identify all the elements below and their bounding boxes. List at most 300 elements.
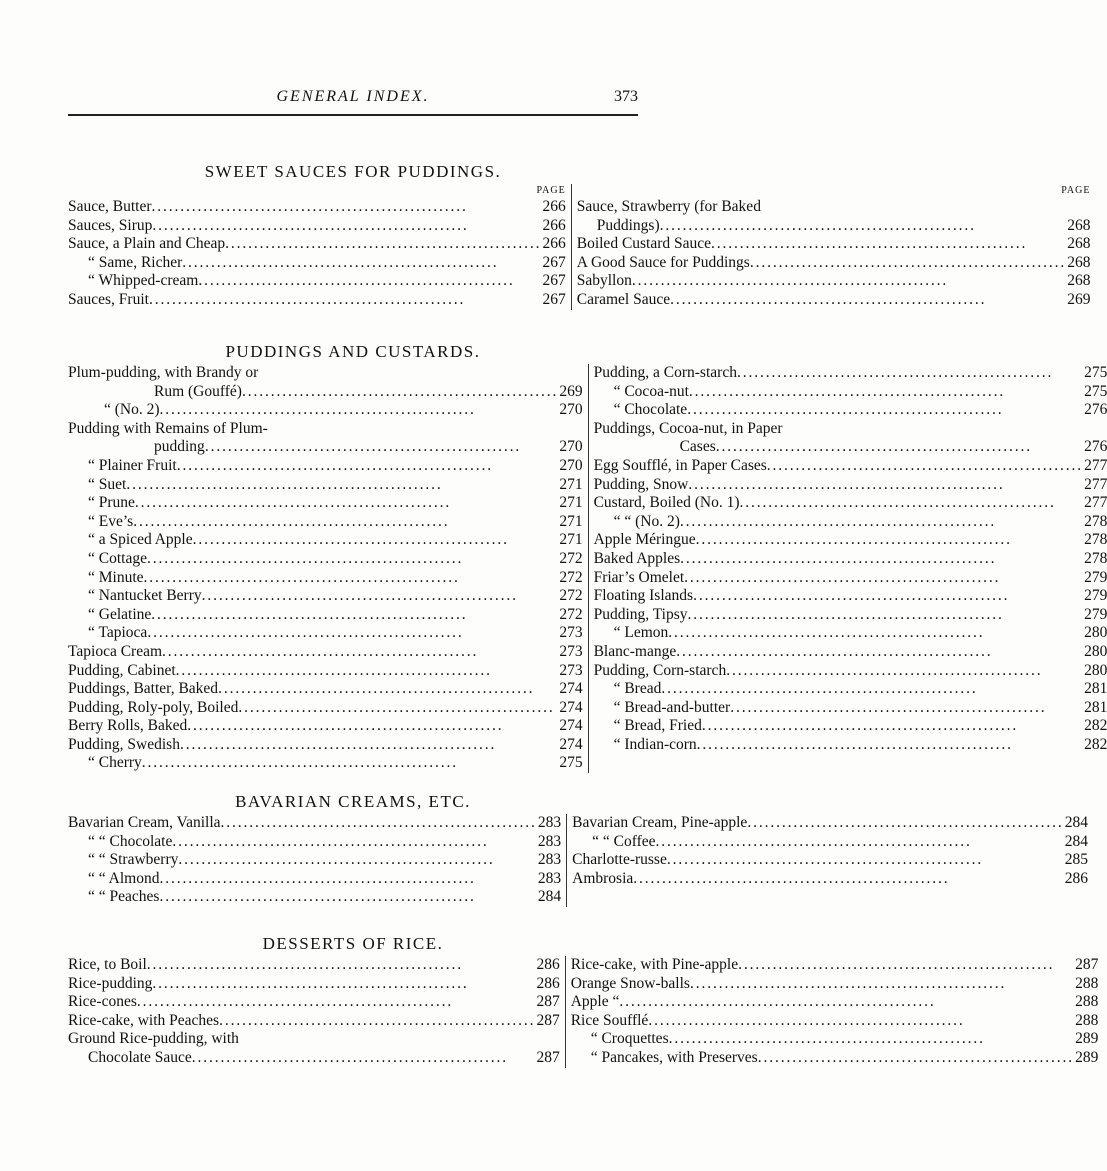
entry-text: “ “ Almond bbox=[88, 869, 160, 887]
index-entry bbox=[594, 364, 1107, 383]
entry-text: “ Tapioca bbox=[88, 624, 148, 642]
entry-text: Cases bbox=[679, 438, 716, 456]
index-entry bbox=[68, 438, 583, 457]
index-columns bbox=[68, 956, 1099, 1068]
index-column-right bbox=[572, 184, 1091, 310]
entry-text: Pudding, a Corn-starch bbox=[593, 364, 737, 381]
dot-leader bbox=[632, 272, 1063, 291]
entry-text: Floating Islands bbox=[593, 587, 694, 605]
entry-page: 275 bbox=[1084, 382, 1107, 400]
index-entry bbox=[577, 254, 1091, 273]
entry-text: Custard, Boiled (No. 1) bbox=[593, 494, 740, 512]
entry-page: 284 bbox=[1064, 832, 1088, 850]
index-column-left bbox=[68, 956, 566, 1068]
index-entry bbox=[68, 851, 561, 870]
index-entry bbox=[572, 833, 1088, 852]
entry-text: Egg Soufflé, in Paper Cases bbox=[593, 456, 767, 474]
index-entry bbox=[68, 569, 583, 588]
entry-page: 279 bbox=[1084, 587, 1107, 605]
dot-leader bbox=[242, 383, 555, 402]
index-entry bbox=[571, 1049, 1099, 1068]
index-entry bbox=[68, 754, 583, 773]
dot-leader bbox=[670, 291, 1063, 310]
dot-leader bbox=[688, 606, 1081, 625]
index-entry bbox=[594, 494, 1107, 513]
entry-page: 278 bbox=[1084, 512, 1107, 530]
index-entry bbox=[594, 587, 1107, 606]
dot-leader bbox=[159, 888, 533, 907]
dot-leader bbox=[730, 699, 1080, 718]
entry-text: “ Pancakes, with Preserves bbox=[590, 1048, 758, 1066]
index-entry bbox=[68, 888, 561, 907]
dot-leader bbox=[738, 956, 1071, 975]
entry-text: “ Plainer Fruit bbox=[88, 456, 177, 474]
dot-leader bbox=[202, 587, 556, 606]
dot-leader bbox=[147, 624, 555, 643]
index-entry bbox=[68, 624, 583, 643]
entry-page: 268 bbox=[1067, 253, 1091, 271]
entry-text: Sauces, Fruit bbox=[68, 290, 149, 308]
index-entry bbox=[68, 217, 566, 236]
index-columns bbox=[68, 814, 1088, 907]
entry-page: 272 bbox=[559, 549, 583, 567]
entry-text: Sauce, a Plain and Cheap bbox=[68, 235, 226, 253]
dot-leader bbox=[149, 291, 539, 310]
entry-page: 269 bbox=[559, 382, 583, 400]
entry-page: 288 bbox=[1075, 1011, 1099, 1029]
index-entry bbox=[571, 956, 1099, 975]
entry-page: 271 bbox=[559, 512, 583, 530]
dot-leader bbox=[633, 870, 1060, 889]
dot-leader bbox=[152, 198, 539, 217]
dot-leader bbox=[187, 717, 555, 736]
index-entry bbox=[68, 457, 583, 476]
entry-text: Sauce, Butter bbox=[68, 198, 152, 215]
entry-text: Orange Snow-balls bbox=[570, 974, 690, 992]
index-entry bbox=[68, 476, 583, 495]
dot-leader bbox=[726, 662, 1080, 681]
entry-page: 270 bbox=[559, 438, 583, 456]
entry-page: 287 bbox=[536, 1048, 560, 1066]
entry-page: 288 bbox=[1075, 974, 1099, 992]
entry-page: 271 bbox=[559, 475, 583, 493]
entry-page: 287 bbox=[1075, 956, 1099, 973]
entry-page: 283 bbox=[537, 832, 562, 850]
index-entry bbox=[594, 457, 1107, 476]
index-entry bbox=[577, 272, 1091, 291]
entry-text: “ “ (No. 2) bbox=[613, 512, 680, 530]
entry-page: 284 bbox=[1064, 814, 1088, 831]
index-entry bbox=[68, 420, 583, 439]
dot-leader bbox=[661, 680, 1080, 699]
entry-text: “ “ Coffee bbox=[592, 832, 656, 850]
entry-page: 273 bbox=[559, 642, 583, 660]
index-entry bbox=[68, 1049, 560, 1068]
entry-text: “ Same, Richer bbox=[88, 253, 183, 271]
index-entry bbox=[571, 1030, 1099, 1049]
index-entry bbox=[577, 235, 1091, 254]
entry-text: Caramel Sauce bbox=[576, 290, 671, 308]
index-entry bbox=[594, 531, 1107, 550]
section-title: DESSERTS OF RICE. bbox=[262, 934, 444, 953]
dot-leader bbox=[737, 364, 1080, 383]
section-bavarian-creams bbox=[68, 790, 1088, 907]
running-head bbox=[68, 84, 638, 116]
dot-leader bbox=[690, 975, 1071, 994]
index-entry bbox=[594, 383, 1107, 402]
dot-leader bbox=[716, 438, 1080, 457]
dot-leader bbox=[684, 569, 1080, 588]
index-entry bbox=[68, 699, 583, 718]
dot-leader bbox=[676, 643, 1080, 662]
index-entry bbox=[572, 851, 1088, 870]
index-entry bbox=[68, 975, 560, 994]
dot-leader bbox=[758, 1049, 1071, 1068]
index-entry bbox=[571, 975, 1099, 994]
entry-page: 282 bbox=[1084, 717, 1107, 735]
dot-leader bbox=[219, 1012, 532, 1031]
index-column-left bbox=[68, 364, 589, 773]
entry-text: “ Lemon bbox=[613, 624, 669, 642]
entry-page: 286 bbox=[536, 956, 560, 973]
section-sweet-sauces bbox=[68, 160, 1091, 310]
section-puddings-custards bbox=[68, 340, 1107, 773]
entry-page: 283 bbox=[537, 814, 562, 831]
entry-page: 282 bbox=[1084, 735, 1107, 753]
index-entry bbox=[68, 717, 583, 736]
entry-text: Rice-cake, with Peaches bbox=[68, 1011, 220, 1029]
dot-leader bbox=[172, 833, 534, 852]
entry-page: 268 bbox=[1067, 235, 1091, 253]
entry-page: 284 bbox=[537, 888, 562, 906]
dot-leader bbox=[147, 550, 555, 569]
dot-leader bbox=[180, 736, 555, 755]
entry-page: 287 bbox=[536, 993, 560, 1011]
dot-leader bbox=[182, 254, 538, 273]
entry-page: 277 bbox=[1084, 494, 1107, 512]
entry-page: 277 bbox=[1084, 475, 1107, 493]
dot-leader bbox=[656, 833, 1061, 852]
index-entry bbox=[68, 956, 560, 975]
entry-text: Sabyllon bbox=[576, 272, 632, 290]
index-column-left bbox=[68, 184, 572, 310]
index-entry bbox=[594, 717, 1107, 736]
dot-leader bbox=[193, 531, 556, 550]
index-entry bbox=[594, 569, 1107, 588]
entry-text: Rice-pudding bbox=[68, 974, 153, 992]
entry-page: 276 bbox=[1084, 438, 1107, 456]
dot-leader bbox=[648, 1012, 1071, 1031]
dot-leader bbox=[750, 254, 1063, 273]
dot-leader bbox=[126, 476, 555, 495]
entry-text: Sauces, Sirup bbox=[68, 216, 153, 234]
entry-text: Bavarian Cream, Vanilla bbox=[68, 814, 221, 831]
dot-leader bbox=[238, 699, 555, 718]
entry-page: 281 bbox=[1084, 680, 1107, 698]
entry-text: Pudding, Corn-starch bbox=[593, 661, 727, 679]
index-entry bbox=[594, 513, 1107, 532]
index-entry bbox=[594, 476, 1107, 495]
index-entry bbox=[68, 833, 561, 852]
dot-leader bbox=[619, 993, 1071, 1012]
index-entry bbox=[68, 364, 583, 383]
index-entry bbox=[572, 870, 1088, 889]
entry-page: 272 bbox=[559, 587, 583, 605]
entry-text: “ “ Peaches bbox=[88, 888, 160, 906]
dot-leader bbox=[660, 217, 1064, 236]
entry-text: Berry Rolls, Baked bbox=[68, 717, 188, 735]
index-entry bbox=[68, 235, 566, 254]
entry-text: “ Indian-corn bbox=[613, 735, 697, 753]
dot-leader bbox=[767, 457, 1080, 476]
entry-page: 273 bbox=[559, 624, 583, 642]
section-title: PUDDINGS AND CUSTARDS. bbox=[225, 342, 481, 361]
entry-page: 274 bbox=[559, 698, 583, 716]
entry-text: “ Cherry bbox=[88, 754, 142, 772]
entry-page: 280 bbox=[1084, 661, 1107, 679]
entry-page: 266 bbox=[542, 198, 566, 215]
index-columns bbox=[68, 184, 1091, 310]
entry-page: 275 bbox=[559, 754, 583, 772]
entry-text: Apple “ bbox=[570, 993, 620, 1011]
index-entry bbox=[577, 217, 1091, 236]
entry-text: “ Bread bbox=[613, 680, 662, 698]
entry-text: Rice-cones bbox=[68, 993, 137, 1011]
dot-leader bbox=[702, 717, 1080, 736]
dot-leader bbox=[221, 814, 534, 833]
dot-leader bbox=[205, 438, 556, 457]
entry-text: “ Eve’s bbox=[88, 512, 134, 530]
entry-text: Charlotte-russe bbox=[572, 851, 667, 869]
entry-text: “ Chocolate bbox=[613, 401, 688, 419]
entry-page: 277 bbox=[1084, 456, 1107, 474]
dot-leader bbox=[177, 457, 556, 476]
dot-leader bbox=[162, 643, 555, 662]
dot-leader bbox=[697, 736, 1081, 755]
entry-text: Rice-cake, with Pine-apple bbox=[570, 956, 739, 973]
entry-page: 274 bbox=[559, 717, 583, 735]
entry-text: “ Whipped-cream bbox=[88, 272, 199, 290]
entry-text: Rice Soufflé bbox=[570, 1011, 649, 1029]
entry-page: 274 bbox=[559, 735, 583, 753]
entry-text: Ground Rice-pudding, with bbox=[68, 1030, 239, 1048]
page-column-header: PAGE bbox=[536, 185, 566, 196]
dot-leader bbox=[176, 662, 556, 681]
index-entry bbox=[571, 1012, 1099, 1031]
index-entry bbox=[68, 494, 583, 513]
entry-text: Puddings, Cocoa-nut, in Paper bbox=[593, 419, 783, 437]
entry-page: 280 bbox=[1084, 624, 1107, 642]
entry-text: Puddings, Batter, Baked bbox=[68, 680, 219, 698]
entry-text: Tapioca Cream bbox=[68, 642, 163, 660]
entry-page: 283 bbox=[537, 869, 562, 887]
dot-leader bbox=[693, 587, 1080, 606]
entry-page: 273 bbox=[559, 661, 583, 679]
index-entry bbox=[68, 401, 583, 420]
dot-leader bbox=[192, 1049, 533, 1068]
index-entry bbox=[594, 736, 1107, 755]
dot-leader bbox=[144, 569, 556, 588]
entry-text: Blanc-mange bbox=[593, 642, 677, 660]
index-entry bbox=[68, 531, 583, 550]
entry-page: 278 bbox=[1084, 531, 1107, 549]
entry-page: 283 bbox=[537, 851, 562, 869]
section-title: SWEET SAUCES FOR PUDDINGS. bbox=[204, 162, 502, 181]
entry-page: 289 bbox=[1075, 1030, 1099, 1048]
index-entry bbox=[594, 401, 1107, 420]
entry-page: 269 bbox=[1067, 290, 1091, 308]
entry-text: “ “ Chocolate bbox=[88, 832, 173, 850]
entry-page: 286 bbox=[1064, 869, 1088, 887]
index-entry bbox=[68, 993, 560, 1012]
entry-text: “ Suet bbox=[88, 475, 127, 493]
entry-text: Baked Apples bbox=[593, 549, 681, 567]
entry-text: Bavarian Cream, Pine-apple bbox=[572, 814, 748, 831]
index-entry bbox=[68, 254, 566, 273]
index-entry bbox=[577, 198, 1091, 217]
entry-text: Rum (Gouffé) bbox=[154, 382, 242, 400]
entry-text: Boiled Custard Sauce bbox=[576, 235, 712, 253]
index-entry bbox=[68, 272, 566, 291]
index-entry bbox=[68, 291, 566, 310]
entry-text: Puddings) bbox=[596, 216, 660, 234]
entry-text: “ Gelatine bbox=[88, 605, 152, 623]
entry-text: “ Cottage bbox=[88, 549, 147, 567]
index-column-right bbox=[567, 814, 1088, 907]
entry-page: 287 bbox=[536, 1011, 560, 1029]
entry-text: “ Cocoa-nut bbox=[613, 382, 689, 400]
index-entry bbox=[594, 606, 1107, 625]
entry-text: Pudding, Tipsy bbox=[593, 605, 688, 623]
dot-leader bbox=[740, 494, 1081, 513]
entry-page: 279 bbox=[1084, 568, 1107, 586]
index-entry bbox=[594, 624, 1107, 643]
entry-text: “ Croquettes bbox=[590, 1030, 669, 1048]
entry-page: 270 bbox=[559, 456, 583, 474]
entry-text: Ambrosia bbox=[572, 869, 634, 887]
dot-leader bbox=[178, 851, 534, 870]
running-head-title: GENERAL INDEX. bbox=[276, 88, 430, 105]
entry-page: 278 bbox=[1084, 549, 1107, 567]
entry-text: Apple Méringue bbox=[593, 531, 696, 549]
index-entry bbox=[68, 383, 583, 402]
index-entry bbox=[68, 814, 561, 833]
index-entry bbox=[68, 1012, 560, 1031]
entry-page: 268 bbox=[1067, 272, 1091, 290]
entry-page: 272 bbox=[559, 568, 583, 586]
index-columns bbox=[68, 364, 1107, 773]
dot-leader bbox=[151, 606, 555, 625]
index-entry bbox=[594, 643, 1107, 662]
section-desserts-of-rice bbox=[68, 932, 1099, 1068]
index-entry bbox=[68, 198, 566, 217]
dot-leader bbox=[152, 217, 538, 236]
entry-page: 280 bbox=[1084, 642, 1107, 660]
dot-leader bbox=[135, 494, 555, 513]
entry-page: 285 bbox=[1064, 851, 1088, 869]
index-entry bbox=[68, 643, 583, 662]
entry-text: “ Bread, Fried bbox=[613, 717, 702, 735]
entry-text: A Good Sauce for Puddings bbox=[576, 253, 750, 271]
section-title: BAVARIAN CREAMS, ETC. bbox=[235, 792, 471, 811]
dot-leader bbox=[142, 754, 556, 773]
page-column-header: PAGE bbox=[1061, 185, 1091, 196]
entry-text: “ Bread-and-butter bbox=[613, 698, 731, 716]
index-entry bbox=[594, 699, 1107, 718]
index-entry bbox=[594, 550, 1107, 569]
entry-text: Rice, to Boil bbox=[68, 956, 147, 973]
entry-text: “ (No. 2) bbox=[104, 401, 160, 419]
entry-page: 276 bbox=[1084, 401, 1107, 419]
index-entry bbox=[68, 736, 583, 755]
entry-page: 279 bbox=[1084, 605, 1107, 623]
entry-text: “ Prune bbox=[88, 494, 135, 512]
dot-leader bbox=[225, 235, 538, 254]
entry-page: 267 bbox=[542, 290, 566, 308]
entry-page: 281 bbox=[1084, 698, 1107, 716]
entry-page: 266 bbox=[542, 216, 566, 234]
dot-leader bbox=[747, 814, 1060, 833]
dot-leader bbox=[669, 1030, 1071, 1049]
entry-text: Sauce, Strawberry (for Baked bbox=[576, 198, 761, 215]
page-number: 373 bbox=[614, 88, 638, 105]
entry-text: Friar’s Omelet bbox=[593, 568, 685, 586]
index-entry bbox=[594, 438, 1107, 457]
dot-leader bbox=[687, 401, 1080, 420]
entry-text: Chocolate Sauce bbox=[88, 1048, 192, 1066]
index-entry bbox=[68, 1030, 560, 1049]
dot-leader bbox=[688, 476, 1080, 495]
dot-leader bbox=[668, 624, 1080, 643]
entry-text: “ Nantucket Berry bbox=[88, 587, 202, 605]
index-entry bbox=[68, 550, 583, 569]
entry-text: “ “ Strawberry bbox=[88, 851, 179, 869]
entry-page: 289 bbox=[1075, 1048, 1099, 1066]
index-entry bbox=[577, 291, 1091, 310]
index-entry bbox=[594, 680, 1107, 699]
index-entry bbox=[571, 993, 1099, 1012]
entry-page: 267 bbox=[542, 272, 566, 290]
entry-page: 272 bbox=[559, 605, 583, 623]
dot-leader bbox=[667, 851, 1061, 870]
index-entry bbox=[68, 680, 583, 699]
dot-leader bbox=[218, 680, 555, 699]
index-entry bbox=[68, 606, 583, 625]
entry-page: 270 bbox=[559, 401, 583, 419]
index-entry bbox=[68, 870, 561, 889]
dot-leader bbox=[159, 870, 533, 889]
entry-page: 267 bbox=[542, 253, 566, 271]
index-entry bbox=[68, 587, 583, 606]
entry-text: Pudding, Snow bbox=[593, 475, 689, 493]
index-entry bbox=[594, 662, 1107, 681]
dot-leader bbox=[133, 513, 555, 532]
index-column-left bbox=[68, 814, 567, 907]
dot-leader bbox=[147, 956, 533, 975]
entry-page: 275 bbox=[1084, 364, 1107, 381]
entry-text: “ Minute bbox=[88, 568, 144, 586]
dot-leader bbox=[152, 975, 532, 994]
dot-leader bbox=[711, 235, 1063, 254]
index-column-right bbox=[566, 956, 1099, 1068]
dot-leader bbox=[137, 993, 533, 1012]
dot-leader bbox=[680, 550, 1080, 569]
entry-text: Pudding, Roly-poly, Boiled bbox=[68, 698, 239, 716]
dot-leader bbox=[696, 531, 1081, 550]
entry-page: 286 bbox=[536, 974, 560, 992]
entry-page: 271 bbox=[559, 494, 583, 512]
dot-leader bbox=[680, 513, 1080, 532]
